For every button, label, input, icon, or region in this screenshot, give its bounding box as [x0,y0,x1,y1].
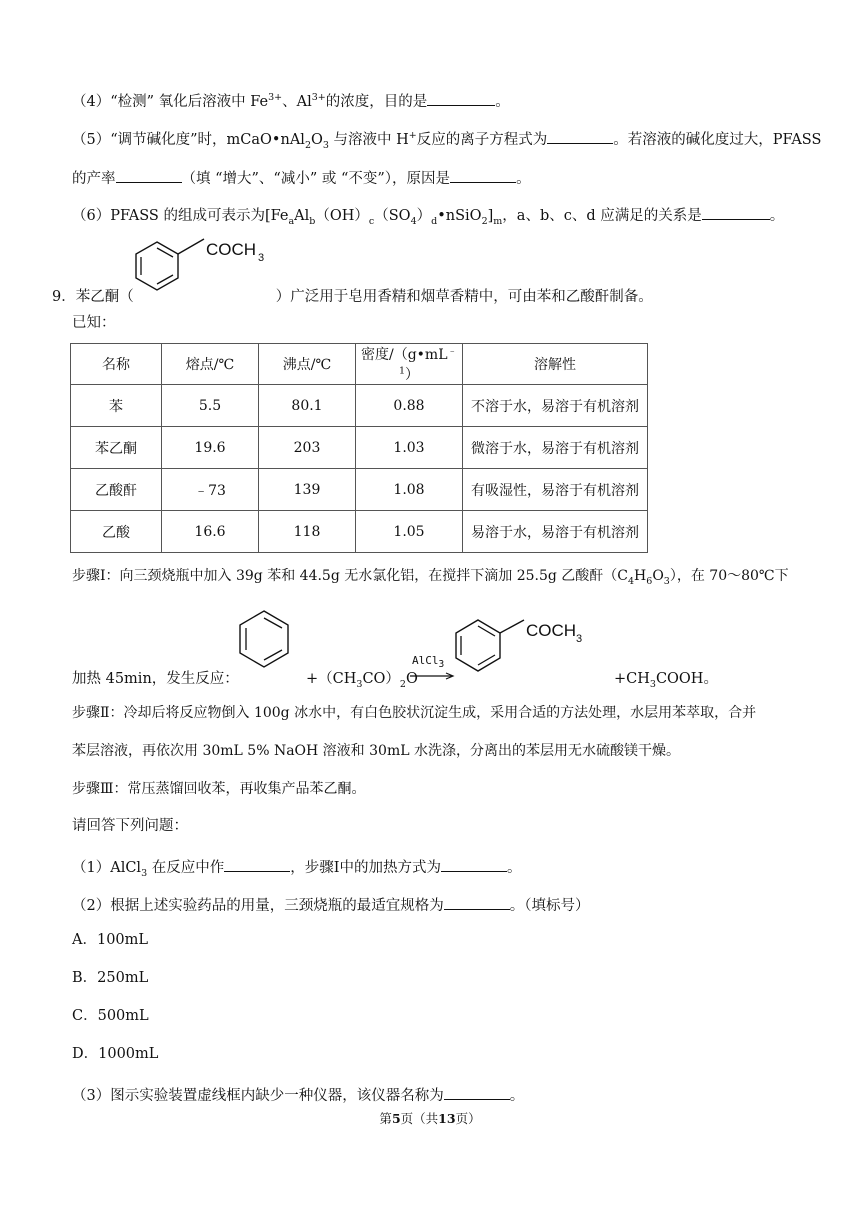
table-cell: 有吸湿性，易溶于有机溶剂 [463,469,648,511]
reaction-reagent: $+(CH_3CO)_2O$ [306,671,418,690]
table-header-row [71,344,648,385]
catalyst-label: AlCl$_3$ [412,654,445,671]
table-cell: ﹣73 [162,469,259,511]
answer-blank[interactable] [547,129,613,144]
option-a[interactable]: A．100mL [72,932,149,948]
acetophenone-product-structure [452,610,592,672]
table-cell: 118 [259,511,356,553]
reaction-line: 加热 45min，发生反应： [72,671,239,687]
answer-blank[interactable] [116,168,182,183]
table-cell: 1.03 [356,427,463,469]
q9-intro: 9．苯乙酮（ ）广泛用于皂用香精和烟草香精中，可由苯和乙酸酐制备。 [52,289,653,305]
page-total: 13 [438,1111,456,1126]
table-header-cell: 沸点/℃ [259,344,356,385]
properties-table [70,343,648,553]
step-3: 步骤Ⅲ：常压蒸馏回收苯，再收集产品苯乙酮。 [72,781,366,797]
table-row [71,427,648,469]
page-footer: 第5页（共13页） [379,1111,481,1126]
ask-label: 请回答下列问题： [72,818,188,834]
table-cell: 5.5 [162,385,259,427]
product-label: COCH [526,621,577,640]
option-d[interactable]: D．1000mL [72,1046,159,1062]
answer-blank[interactable] [441,857,507,872]
table-header-cell: 密度$/(g•mL^{﹣1})$ [356,344,463,385]
step-2-line2: 苯层溶液，再依次用 30mL 5% NaOH 溶液和 30mL 水洗涤，分离出的苯层用无水硫酸镁干燥。 [72,743,680,759]
answer-blank[interactable] [444,895,510,910]
table-cell: 203 [259,427,356,469]
q9-part1: （1）AlCl$_3$ 在反应中作 ，步骤Ⅰ中的加热方式为 。 [72,857,521,876]
table-row [71,385,648,427]
q9-part2: （2）根据上述实验药品的用量，三颈烧瓶的最适宜规格为 。（填标号） [72,895,589,914]
reaction-byproduct: $+CH_3COOH$。 [614,671,718,690]
reaction-arrow [410,671,456,681]
q8-part4: （4）“检测” 氧化后溶液中 $Fe^{3+}$、$Al^{3+}$的浓度，目的是 。 [72,92,510,110]
structure-label-sub: 3 [258,252,265,264]
option-c[interactable]: C．500mL [72,1008,149,1024]
table-cell: 不溶于水，易溶于有机溶剂 [463,385,648,427]
table-cell: 苯乙酮 [71,427,162,469]
table-cell: 乙酸酐 [71,469,162,511]
table-cell: 0.88 [356,385,463,427]
q8-part5: （5）“调节碱化度”时，$mCaO•nAl_2O_3$ 与溶液中 H+反应的离子方程式为 。若溶液的碱化度过大，PFASS [72,130,822,151]
table-header-cell: 名称 [71,344,162,385]
known-label: 已知： [72,315,116,331]
table-cell: 1.05 [356,511,463,553]
table-row [71,469,648,511]
q9-part3: （3）图示实验装置虚线框内缺少一种仪器，该仪器名称为 。 [72,1085,524,1104]
table-cell: 微溶于水，易溶于有机溶剂 [463,427,648,469]
option-b[interactable]: B．250mL [72,970,149,986]
answer-blank[interactable] [444,1085,510,1100]
table-header-cell: 熔点/℃ [162,344,259,385]
table-cell: 1.08 [356,469,463,511]
table-cell: 乙酸 [71,511,162,553]
q8-part6: （6）PFASS 的组成可表示为$[Fe_aAl_b(OH)_c(SO_4)_d•nSiO_2]_m$，a、b、c、d 应满足的关系是 。 [72,205,784,224]
page-number: 5 [391,1111,401,1126]
table-cell: 139 [259,469,356,511]
benzene-structure [236,608,292,674]
answer-blank[interactable] [427,91,495,106]
table-cell: 易溶于水，易溶于有机溶剂 [463,511,648,553]
structure-label: COCH [206,240,257,259]
table-row [71,511,648,553]
product-label-sub: 3 [576,633,583,645]
step-2-line1: 步骤Ⅱ：冷却后将反应物倒入 100g 冰水中，有白色胶状沉淀生成，采用合适的方法处理，水层用苯萃取，合并 [72,705,757,721]
answer-blank[interactable] [450,168,516,183]
table-cell: 苯 [71,385,162,427]
table-cell: 80.1 [259,385,356,427]
table-cell: 19.6 [162,427,259,469]
answer-blank[interactable] [702,205,770,220]
step-1: 步骤Ⅰ：向三颈烧瓶中加入 39g 苯和 44.5g 无水氯化铝，在搅拌下滴加 25.5g 乙酸酐$(C_4H_6O_3)$，在 70～80℃下 [72,568,789,587]
table-header-cell: 溶解性 [463,344,648,385]
table-cell: 16.6 [162,511,259,553]
q8-part5-cont: 的产率 （填 “增大”、“减小” 或 “不变”），原因是 。 [72,167,531,188]
answer-blank[interactable] [224,857,290,872]
